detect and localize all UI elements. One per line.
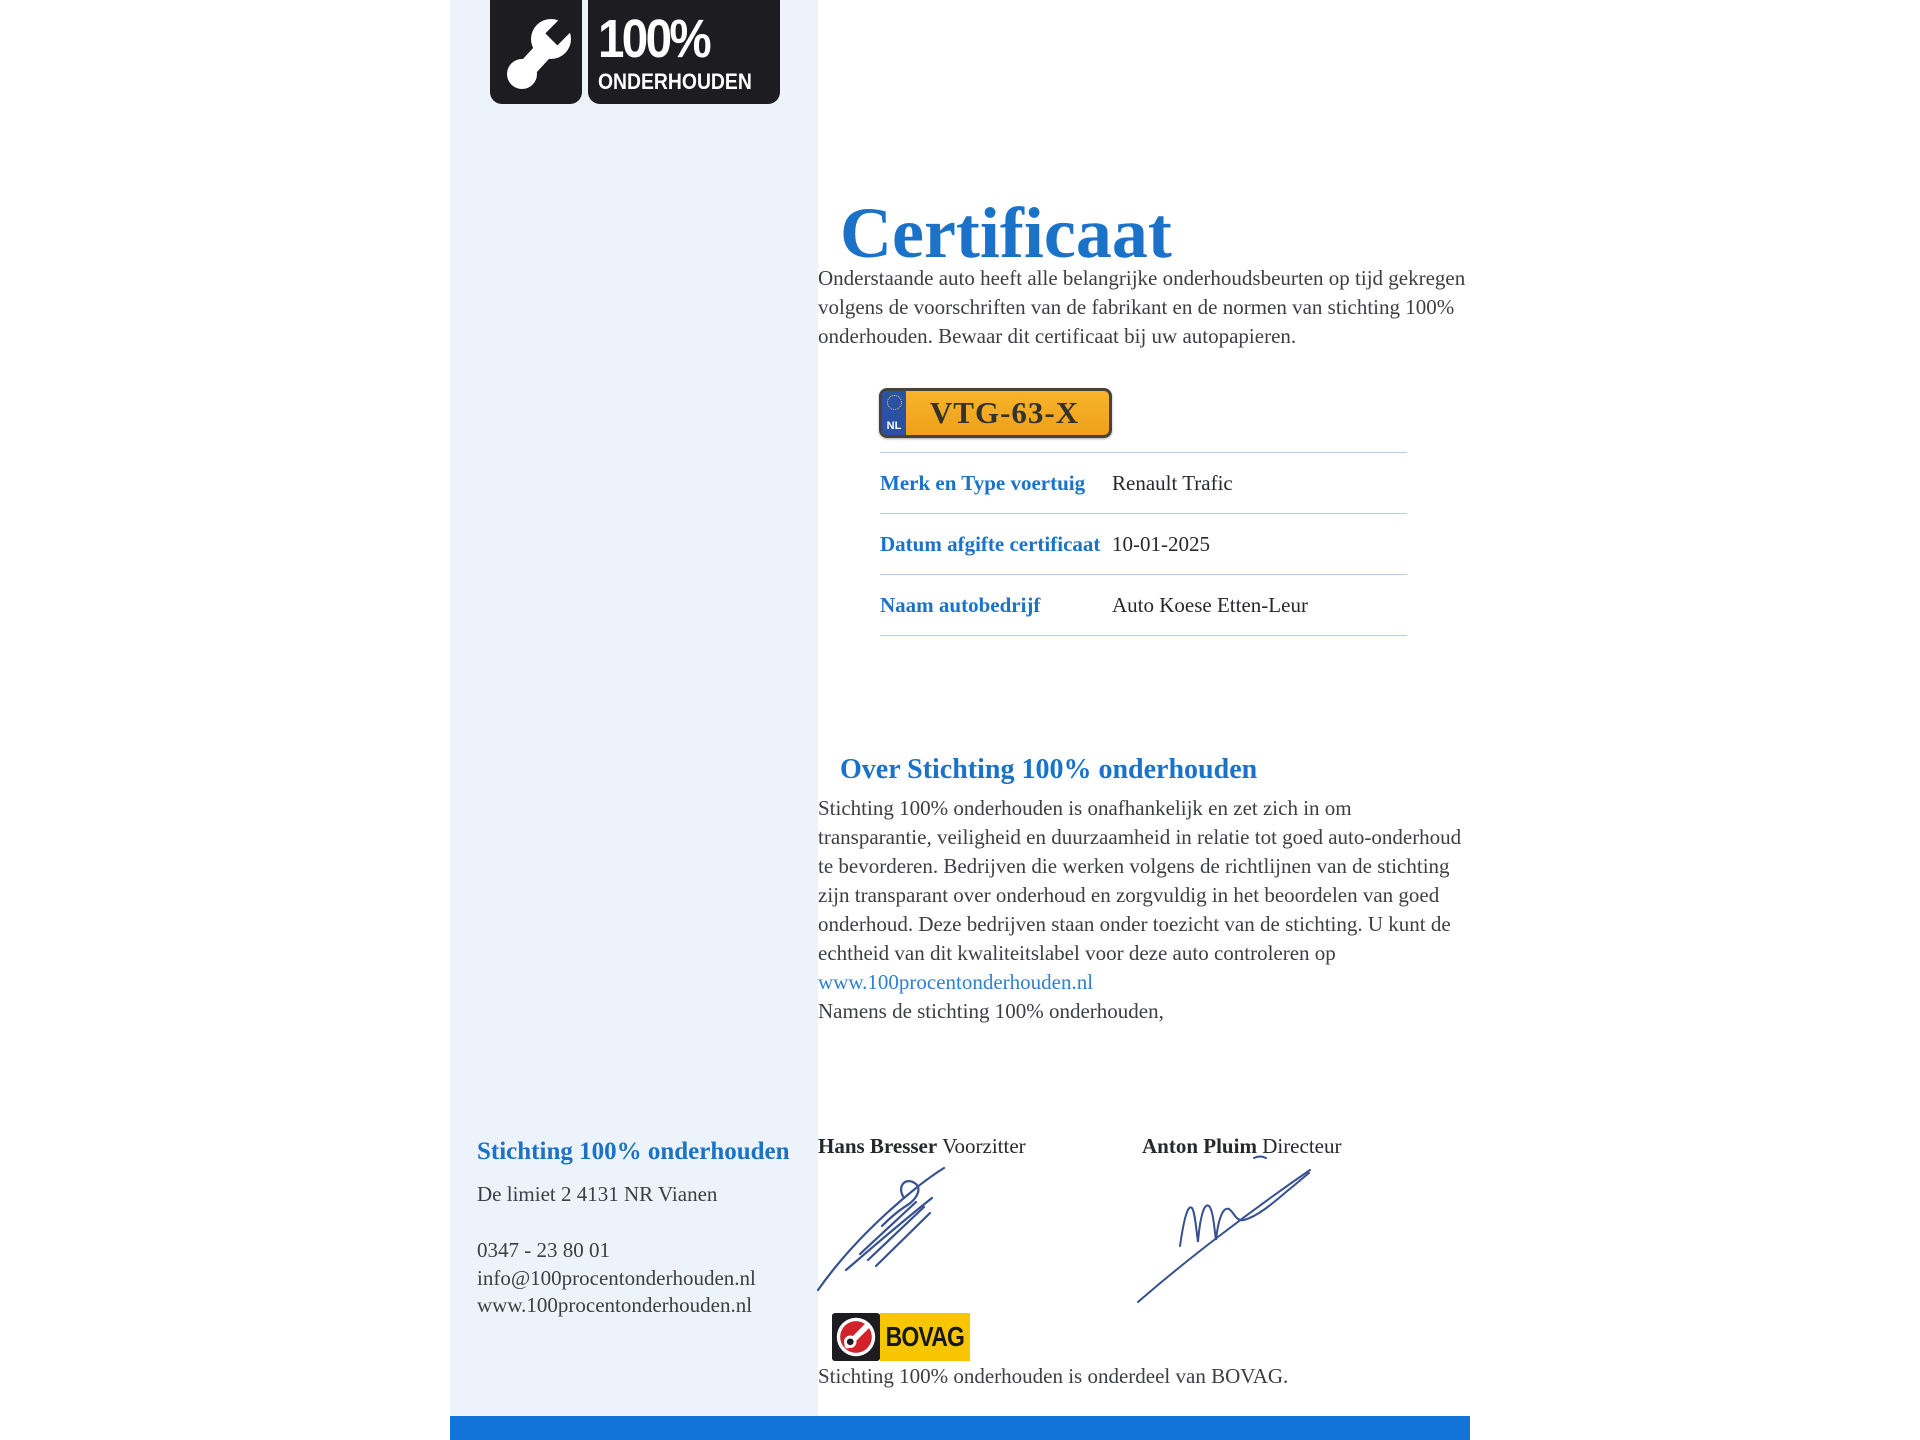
wrench-icon [490, 0, 582, 104]
signatory-role: Directeur [1262, 1134, 1342, 1158]
footer-bar [450, 1416, 1470, 1440]
about-closing-text: Namens de stichting 100% onderhouden, [818, 999, 1164, 1023]
logo-brand-label: ONDERHOUDEN [598, 69, 752, 94]
logo-text-box [588, 0, 780, 104]
footer-address: De limiet 2 4131 NR Vianen [477, 1182, 718, 1206]
table-row [880, 575, 1407, 636]
footer-brand: Stichting 100% onderhouden [477, 1138, 790, 1165]
signatory-name: Hans Bresser [818, 1134, 938, 1158]
row-label-garage-name: Naam autobedrijf [880, 592, 1041, 617]
intro-paragraph: Onderstaande auto heeft alle belangrijke onderhoudsbeurten op tijd gekregen volgens de voorschriften van de fabrikant en de normen van stichting 100% onderhouden. Bewaar dit certificaat bij uw autopapieren. [818, 266, 1466, 348]
row-value-issue-date: 10-01-2025 [1112, 531, 1210, 556]
logo-percent-label: 100% [598, 9, 709, 69]
row-value-make-type: Renault Trafic [1112, 470, 1233, 495]
row-label-issue-date: Datum afgifte certificaat [880, 531, 1101, 556]
bovag-logo [832, 1313, 970, 1361]
bovag-caption: Stichting 100% onderhouden is onderdeel van BOVAG. [818, 1364, 1289, 1388]
table-row [880, 514, 1407, 575]
vehicle-details-table [880, 452, 1407, 636]
about-text: Stichting 100% onderhouden is onafhankelijk en zet zich in om transparantie, veiligheid en duurzaamheid in relatie tot goed auto-onderhoud te bevorderen. Bedrijven die werken volgens de richtlijnen van de stichting zijn transparant over onderhoud en zorgvuldig in het beoordelen van goed onderhoud. Deze bedrijven staan onder toezicht van de stichting. U kunt de echtheid van dit kwaliteitslabel voor deze auto controleren op [818, 796, 1462, 965]
signature-anton-pluim [1130, 1146, 1320, 1306]
bovag-icon [832, 1313, 880, 1361]
signatory-name: Anton Pluim [1142, 1134, 1257, 1158]
page-title: Certificaat [840, 193, 1172, 274]
eu-plate-strip [882, 391, 906, 435]
logo-100-onderhouden [490, 0, 780, 104]
footer-website: www.100procentonderhouden.nl [477, 1293, 753, 1317]
row-value-garage-name: Auto Koese Etten-Leur [1112, 592, 1308, 617]
table-row [880, 453, 1407, 514]
signature-hans-bresser [812, 1156, 1012, 1296]
plate-country-label: NL [886, 420, 902, 432]
about-paragraph [818, 794, 1468, 1026]
footer-phone: 0347 - 23 80 01 [477, 1238, 610, 1262]
row-label-make-type: Merk en Type voertuig [880, 470, 1086, 495]
signatory-role: Voorzitter [942, 1134, 1026, 1158]
footer-email: info@100procentonderhouden.nl [477, 1266, 756, 1290]
certificate-content [450, 0, 1470, 1440]
bovag-wordmark-box [880, 1313, 970, 1361]
license-plate [879, 388, 1112, 438]
verify-link[interactable]: www.100procentonderhouden.nl [818, 970, 1094, 994]
eu-stars-icon [887, 395, 902, 410]
plate-number: VTG-63-X [929, 395, 1080, 430]
about-section-heading: Over Stichting 100% onderhouden [840, 754, 1258, 786]
bovag-wordmark: BOVAG [885, 1321, 965, 1352]
